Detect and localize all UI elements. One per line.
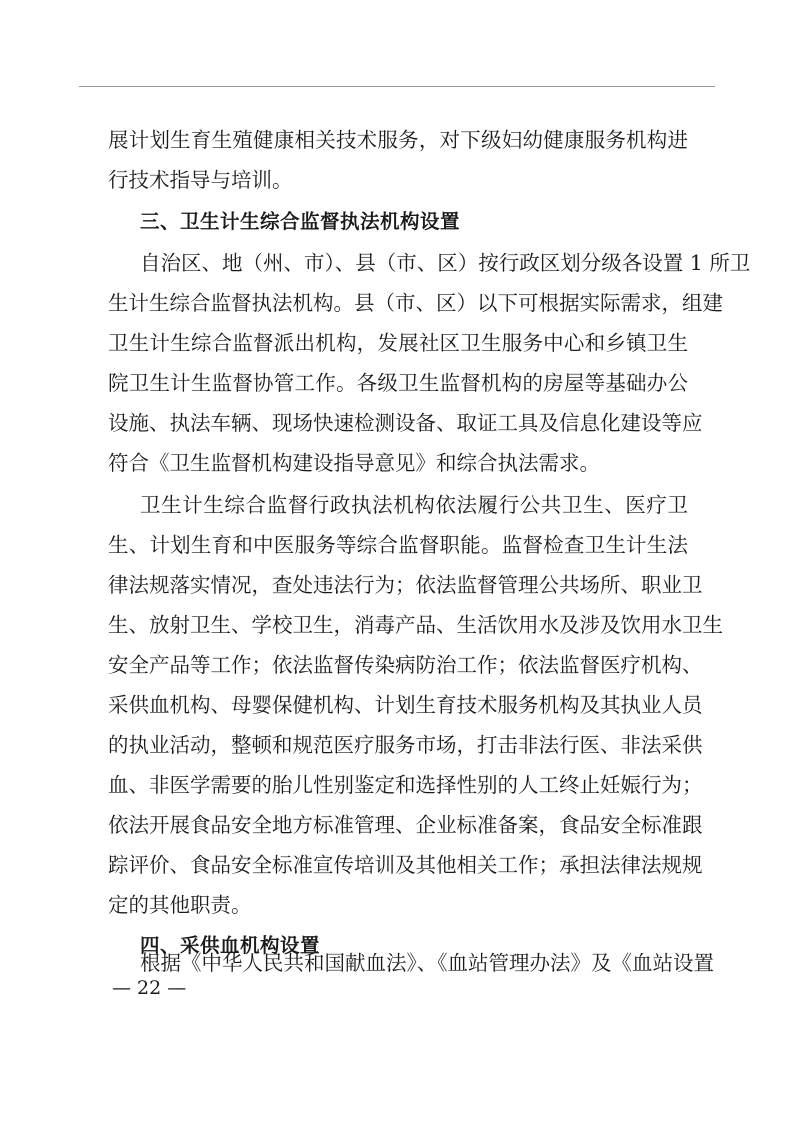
text-line: 根据《中华人民共和国献血法》、《血站管理办法》及《血站设置 <box>140 951 714 975</box>
text-line: 依法开展食品安全地方标准管理、企业标准备案，食品安全标准跟 <box>108 813 703 837</box>
header-rule <box>79 86 715 87</box>
text-line: 自治区、地（州、市）、县（市、区）按行政区划分级各设置 1 所卫 <box>140 251 751 275</box>
text-line: 卫生计生综合监督行政执法机构依法履行公共卫生、医疗卫 <box>140 493 688 517</box>
text-line: 踪评价、食品安全标准宣传培训及其他相关工作；承担法律法规规 <box>108 853 703 877</box>
text-line: 生、计划生育和中医服务等综合监督职能。监督检查卫生计生法 <box>108 533 688 557</box>
text-line: 定的其他职责。 <box>108 893 252 917</box>
text-line: 生、放射卫生、学校卫生，消毒产品、生活饮用水及涉及饮用水卫生 <box>108 613 723 637</box>
text-line: 展计划生育生殖健康相关技术服务，对下级妇幼健康服务机构进 <box>108 128 688 152</box>
text-line: 行技术指导与培训。 <box>108 168 293 192</box>
text-line: 律法规落实情况，查处违法行为；依法监督管理公共场所、职业卫 <box>108 573 703 597</box>
text-line: 院卫生计生监督协管工作。各级卫生监督机构的房屋等基础办公 <box>108 371 688 395</box>
text-line: 血、非医学需要的胎儿性别鉴定和选择性别的人工终止妊娠行为； <box>108 773 703 797</box>
text-line: 采供血机构、母婴保健机构、计划生育技术服务机构及其执业人员 <box>108 693 703 717</box>
text-line: 的执业活动，整顿和规范医疗服务市场，打击非法行医、非法采供 <box>108 733 703 757</box>
text-line: 符合《卫生监督机构建设指导意见》和综合执法需求。 <box>108 451 600 475</box>
text-line: 安全产品等工作；依法监督传染病防治工作；依法监督医疗机构、 <box>108 653 703 677</box>
section-heading: 三、卫生计生综合监督执法机构设置 <box>140 210 461 233</box>
text-line: 卫生计生综合监督派出机构，发展社区卫生服务中心和乡镇卫生 <box>108 331 688 355</box>
text-line: 设施、执法车辆、现场快速检测设备、取证工具及信息化建设等应 <box>108 411 703 435</box>
section-heading: 四、采供血机构设置 <box>140 934 321 957</box>
text-line: 生计生综合监督执法机构。县（市、区）以下可根据实际需求，组建 <box>108 291 723 315</box>
page-number: — 22 — <box>112 977 187 999</box>
